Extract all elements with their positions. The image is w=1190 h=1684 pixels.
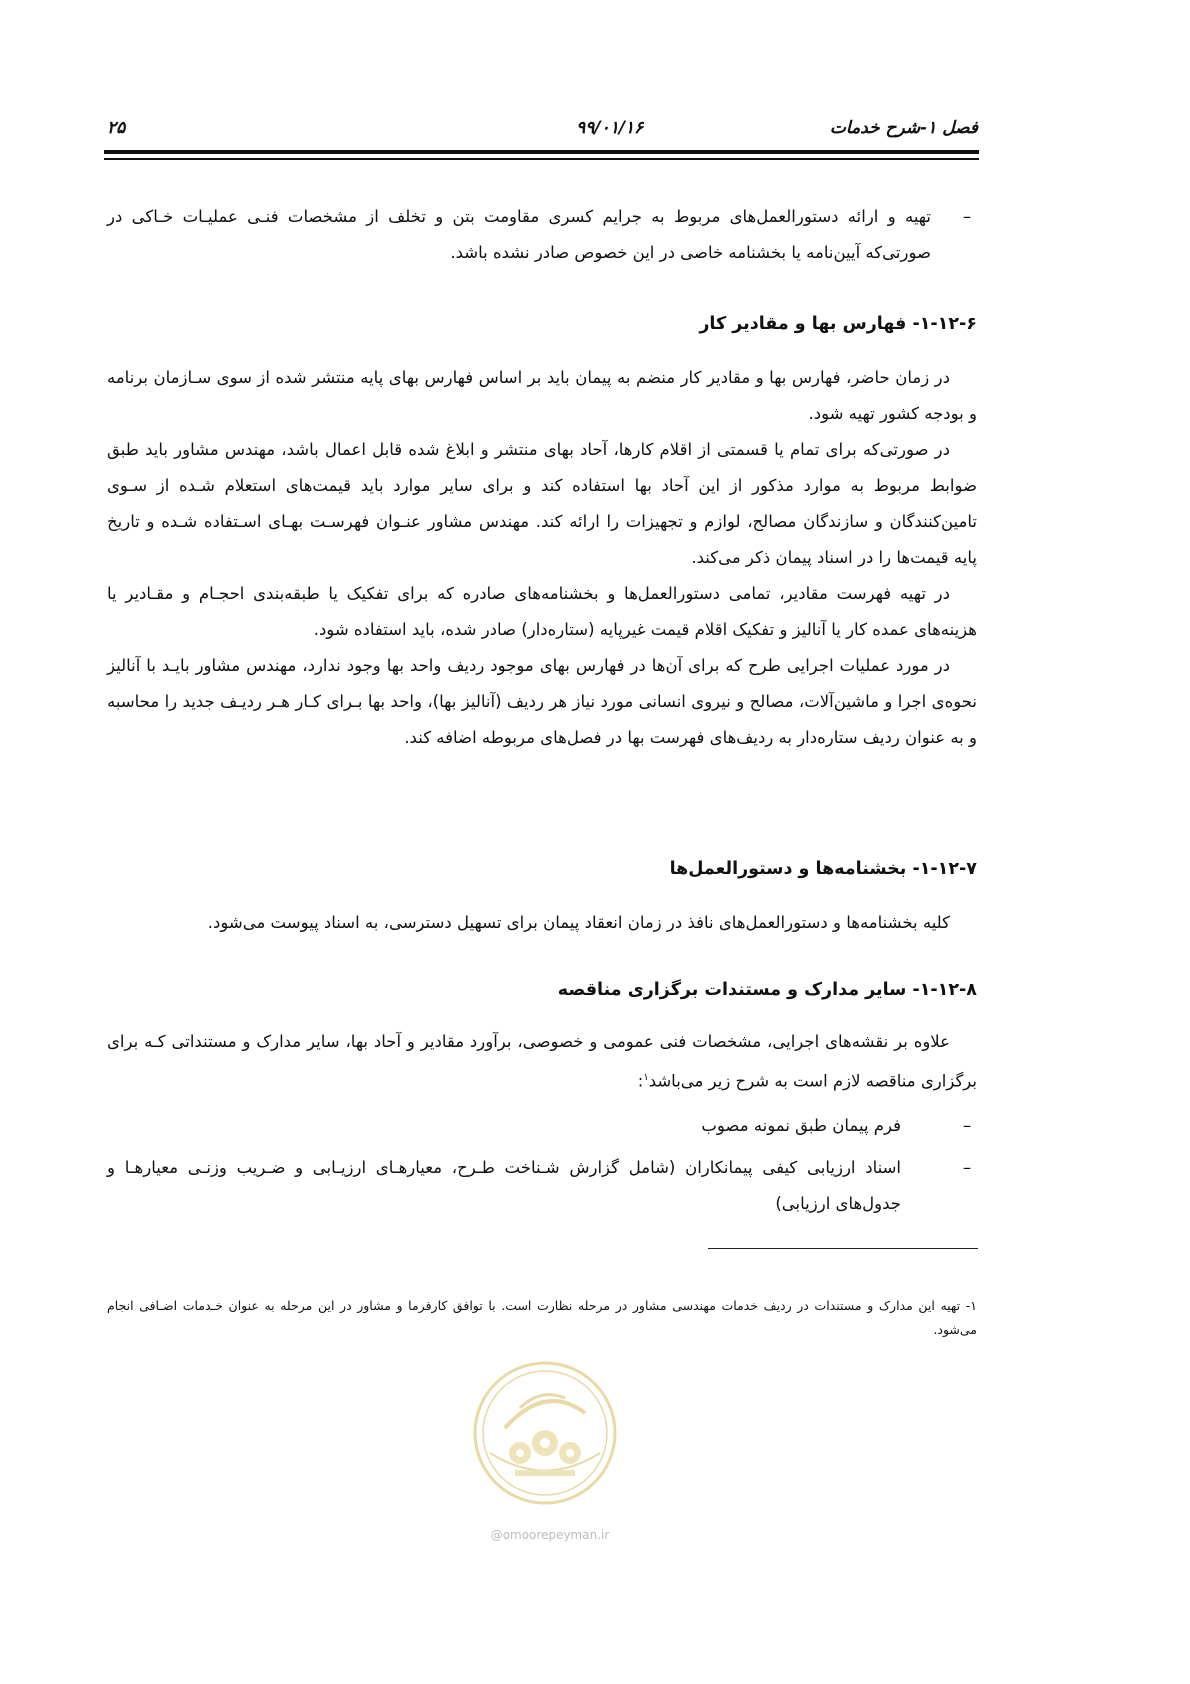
watermark-seal-logo	[470, 1358, 620, 1508]
list-item	[107, 1108, 977, 1144]
header-rule-thin	[104, 158, 979, 160]
watermark-url: @omoorepeyman.ir	[490, 1528, 610, 1542]
bullet-text: تهیه و ارائه دستورالعمل‌های مربوط به جرایم کسری مقاومت بتن و تخلف از مشخصات فنـی عملیـات خـاکی در صورتی‌که آیین‌نامه یا بخشنامه خاصی در این خصوص صادر نشده باشد.	[107, 207, 931, 262]
chapter-title: فصل ۱-شرح خدمات	[829, 118, 978, 138]
dash-bullet: –	[962, 1158, 972, 1177]
header-rule-thick	[104, 150, 979, 154]
section-heading-6: ۱-۱۲-۶- فهارس بها و مقادیر کار	[699, 314, 977, 334]
paragraph: در تهیه فهرست مقادیر، تمامی دستورالعمل‌ها و بخشنامه‌های صادره که برای تفکیک یا طبقه‌بندی احجـام و مقـادیر یا هزینه‌های عمده کار یا آنالیز و تفکیک اقلام قیمت غیرپایه (ستاره‌دار) صادر شده، باید استفاده شود.	[107, 584, 977, 639]
page-number: ۲۵	[107, 118, 126, 138]
paragraph: در زمان حاضر، فهارس بها و مقادیر کار منضم به پیمان باید بر اساس فهارس بهای پایه منتشر شده از سوی سـازمان برنامه و بودجه کشور تهیه شود.	[107, 368, 977, 423]
list-item	[107, 1150, 977, 1222]
section-6-body	[107, 360, 977, 756]
section-heading-8: ۱-۱۲-۸- سایر مدارک و مستندات برگزاری مناقصه	[557, 980, 977, 1000]
footnote: ۱- تهیه این مدارک و مستندات در ردیف خدمات مهندسی مشاور در مرحله نظارت است. با توافق کارفرما و مشاور در این مرحله به عنوان خـدمات اضـافی انجام می‌شود.	[107, 1298, 977, 1337]
paragraph-colon: :	[637, 1071, 644, 1091]
bullet-text: اسناد ارزیابی کیفی پیمانکاران (شامل گزارش شـناخت طـرح، معیارهـای ارزیـابی و ضـریب وزنـی معیارهـا و جدول‌های ارزیابی)	[107, 1158, 901, 1213]
paragraph: در صورتی‌که برای تمام یا قسمتی از اقلام کارها، آحاد بهای منتشر و ابلاغ شده قابل اعمال باشد، مهندس مشاور باید طبق ضوابط مربوط به موارد مذکور از این آحاد بها استفاده کند و برای سایر موارد باید قیمت‌های استعلام شـده از سـوی تامین‌کنندگان و سازندگان مصالح، لوازم و تجهیزات را ارائه کند. مهندس مشاور عنـوان فهرسـت بهـای اسـتفاده شـده و تاریخ پایه قیمت‌ها را در اسناد پیمان ذکر می‌کند.	[107, 440, 977, 567]
footnote-separator	[708, 1248, 978, 1249]
paragraph-text: علاوه بر نقشه‌های اجرایی، مشخصات فنی عمومی و خصوصی، برآورد مقادیر و آحاد بها، سایر مدارک و مستنداتی کـه برای برگزاری مناقصه لازم است به شرح زیر می‌باشد	[107, 1032, 977, 1091]
dash-bullet: –	[962, 207, 972, 226]
section-heading-7: ۱-۱۲-۷- بخشنامه‌ها و دستورالعمل‌ها	[669, 859, 977, 879]
paragraph: در مورد عملیات اجرایی طرح که برای آن‌ها در فهارس بهای موجود ردیف واحد بها وجود ندارد، مهندس مشاور بایـد با آنالیز نحوه‌ی اجرا و ماشین‌آلات، مصالح و نیروی انسانی مورد نیاز هر ردیف (آنالیز بها)، واحد بها بـرای کـار هـر ردیـف جدید را محاسبه و به عنوان ردیف ستاره‌دار به ردیف‌های فهرست بها در فصل‌های مربوطه اضافه کند.	[107, 656, 977, 747]
dash-bullet: –	[962, 1116, 972, 1135]
header-date: ۹۹/۰۱/۱۶	[576, 118, 644, 138]
list-item	[107, 199, 977, 271]
page-header	[107, 118, 978, 146]
paragraph	[107, 1024, 977, 1100]
section-7-body	[107, 905, 977, 941]
paragraph: کلیه بخشنامه‌ها و دستورالعمل‌های نافذ در زمان انعقاد پیمان برای تسهیل دسترسی، به اسناد پیوست می‌شود.	[207, 913, 950, 932]
footnote-reference[interactable]: ۱	[643, 1072, 649, 1083]
section-8-body	[107, 1024, 977, 1100]
bullet-text: فرم پیمان طبق نمونه مصوب	[701, 1116, 901, 1135]
